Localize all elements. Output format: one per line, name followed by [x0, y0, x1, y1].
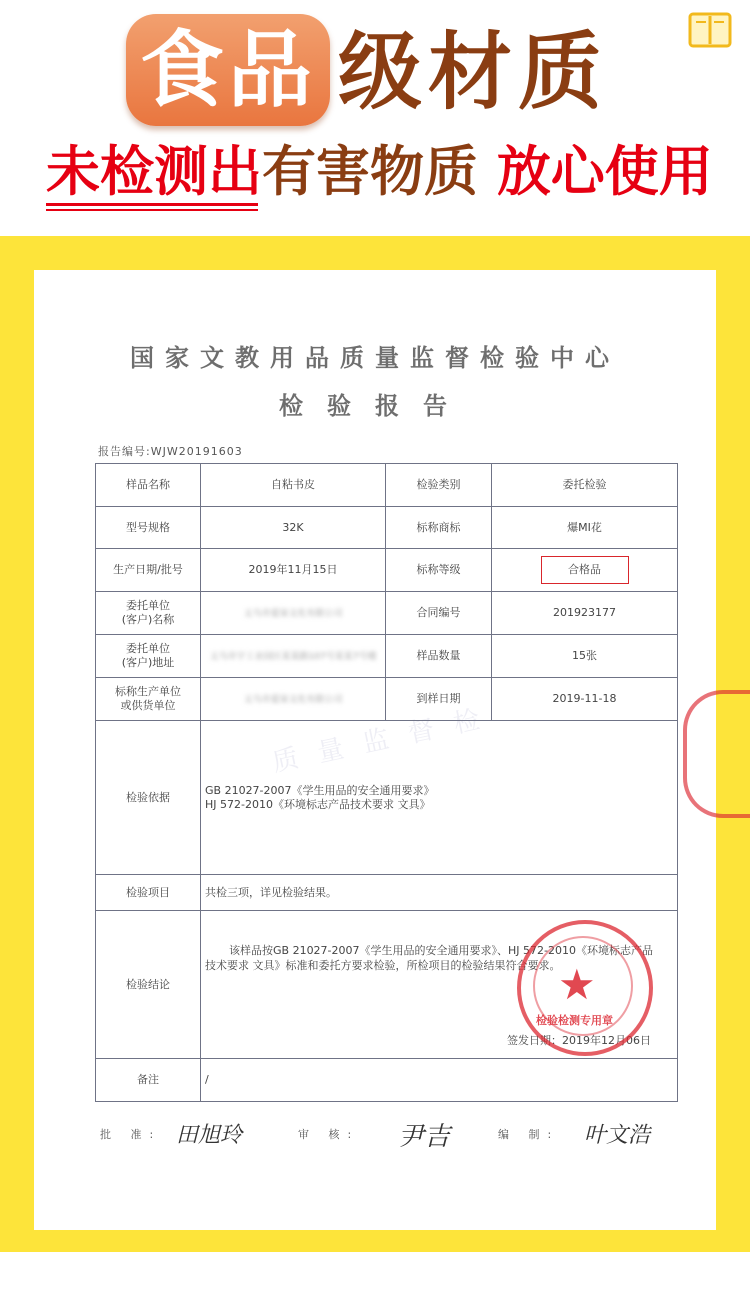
- title-highlight: 食品: [139, 21, 316, 119]
- brand-label: 标称商标: [386, 507, 492, 549]
- client-name-cell: [201, 592, 386, 635]
- conclusion-label: 检验结论: [96, 911, 201, 1059]
- qty: 15张: [492, 635, 678, 678]
- date: 2019年11月15日: [201, 549, 386, 592]
- title-rest: 级材质: [338, 23, 609, 121]
- table-row: [96, 678, 678, 721]
- table-row: [96, 464, 678, 507]
- inspect-type-label: 检验类别: [386, 464, 492, 507]
- contract: 201923177: [492, 592, 678, 635]
- stamp-text: 检验检测专用章: [536, 1014, 613, 1027]
- report-title: 检验报告: [279, 391, 471, 420]
- subtitle-red-2: 放心使用: [496, 140, 713, 203]
- qty-label: 样品数量: [386, 635, 492, 678]
- subtitle-underline: [46, 203, 258, 206]
- producer-label: 标称生产单位 或供货单位: [96, 678, 201, 721]
- basis-label: 检验依据: [96, 721, 201, 875]
- sample-name: 自粘书皮: [201, 464, 386, 507]
- table-row: [96, 635, 678, 678]
- table-row: [96, 875, 678, 911]
- producer: 义乌市爱柒文化有限公司: [243, 694, 343, 705]
- compile-signature: 叶文浩: [584, 1123, 651, 1148]
- model-label: 型号规格: [96, 507, 201, 549]
- brand: 爆MI花: [492, 507, 678, 549]
- review-signature: 尹吉: [398, 1122, 451, 1152]
- subtitle: [46, 140, 713, 204]
- grade-label: 标称等级: [386, 549, 492, 592]
- table-row: [96, 721, 678, 875]
- items-label: 检验项目: [96, 875, 201, 911]
- stamp-star-icon: ★: [558, 960, 596, 1009]
- approve-label: 批 准:: [100, 1128, 162, 1141]
- table-row: [96, 507, 678, 549]
- remark-label: 备注: [96, 1059, 201, 1102]
- subtitle-red-1: 未检测出: [46, 140, 262, 203]
- basis-line-2: HJ 572-2010《环境标志产品技术要求 文具》: [205, 797, 431, 811]
- table-row: [96, 592, 678, 635]
- compile-label: 编 制:: [498, 1128, 560, 1141]
- items: 共检三项，详见检验结果。: [201, 875, 678, 911]
- subtitle-underline-2: [46, 209, 258, 211]
- review-label: 审 核:: [298, 1128, 360, 1141]
- watermark: 质 量 监 督 检: [269, 703, 489, 779]
- producer-cell: [201, 678, 386, 721]
- date-label: 生产日期/批号: [96, 549, 201, 592]
- contract-label: 合同编号: [386, 592, 492, 635]
- grade-cell: [492, 549, 678, 592]
- basis-cell: [201, 721, 678, 875]
- grade-highlight: 合格品: [541, 556, 629, 584]
- model: 32K: [201, 507, 386, 549]
- client-name: 义乌市爱柒文化有限公司: [243, 608, 343, 619]
- conclusion-text: 该样品按GB 21027-2007《学生用品的安全通用要求》、HJ 572-2010《环境标志产品技术要求 文具》标准和委托方要求检验，所检项目的检验结果符合要求。: [205, 944, 653, 972]
- table-row: [96, 1059, 678, 1102]
- side-stamp: [683, 690, 750, 818]
- arrival: 2019-11-18: [492, 678, 678, 721]
- report-org: 国家文教用品质量监督检验中心: [130, 343, 620, 372]
- report-number: 报告编号:WJW20191603: [98, 445, 243, 458]
- client-addr-label: 委托单位 (客户)地址: [96, 635, 201, 678]
- client-name-label: 委托单位 (客户)名称: [96, 592, 201, 635]
- table-row: [96, 549, 678, 592]
- subtitle-brown: 有害物质: [262, 140, 478, 203]
- arrival-label: 到样日期: [386, 678, 492, 721]
- inspect-type: 委托检验: [492, 464, 678, 507]
- basis-line-1: GB 21027-2007《学生用品的安全通用要求》: [205, 783, 435, 797]
- book-icon[interactable]: [686, 8, 734, 52]
- client-addr: 义乌市宇工业园区某某路107号某某7号楼: [209, 651, 377, 662]
- remark: /: [201, 1059, 678, 1102]
- client-addr-cell: [201, 635, 386, 678]
- issue-date: 签发日期：2019年12月06日: [507, 1034, 651, 1047]
- sample-name-label: 样品名称: [96, 464, 201, 507]
- approve-signature: 田旭玲: [176, 1123, 243, 1148]
